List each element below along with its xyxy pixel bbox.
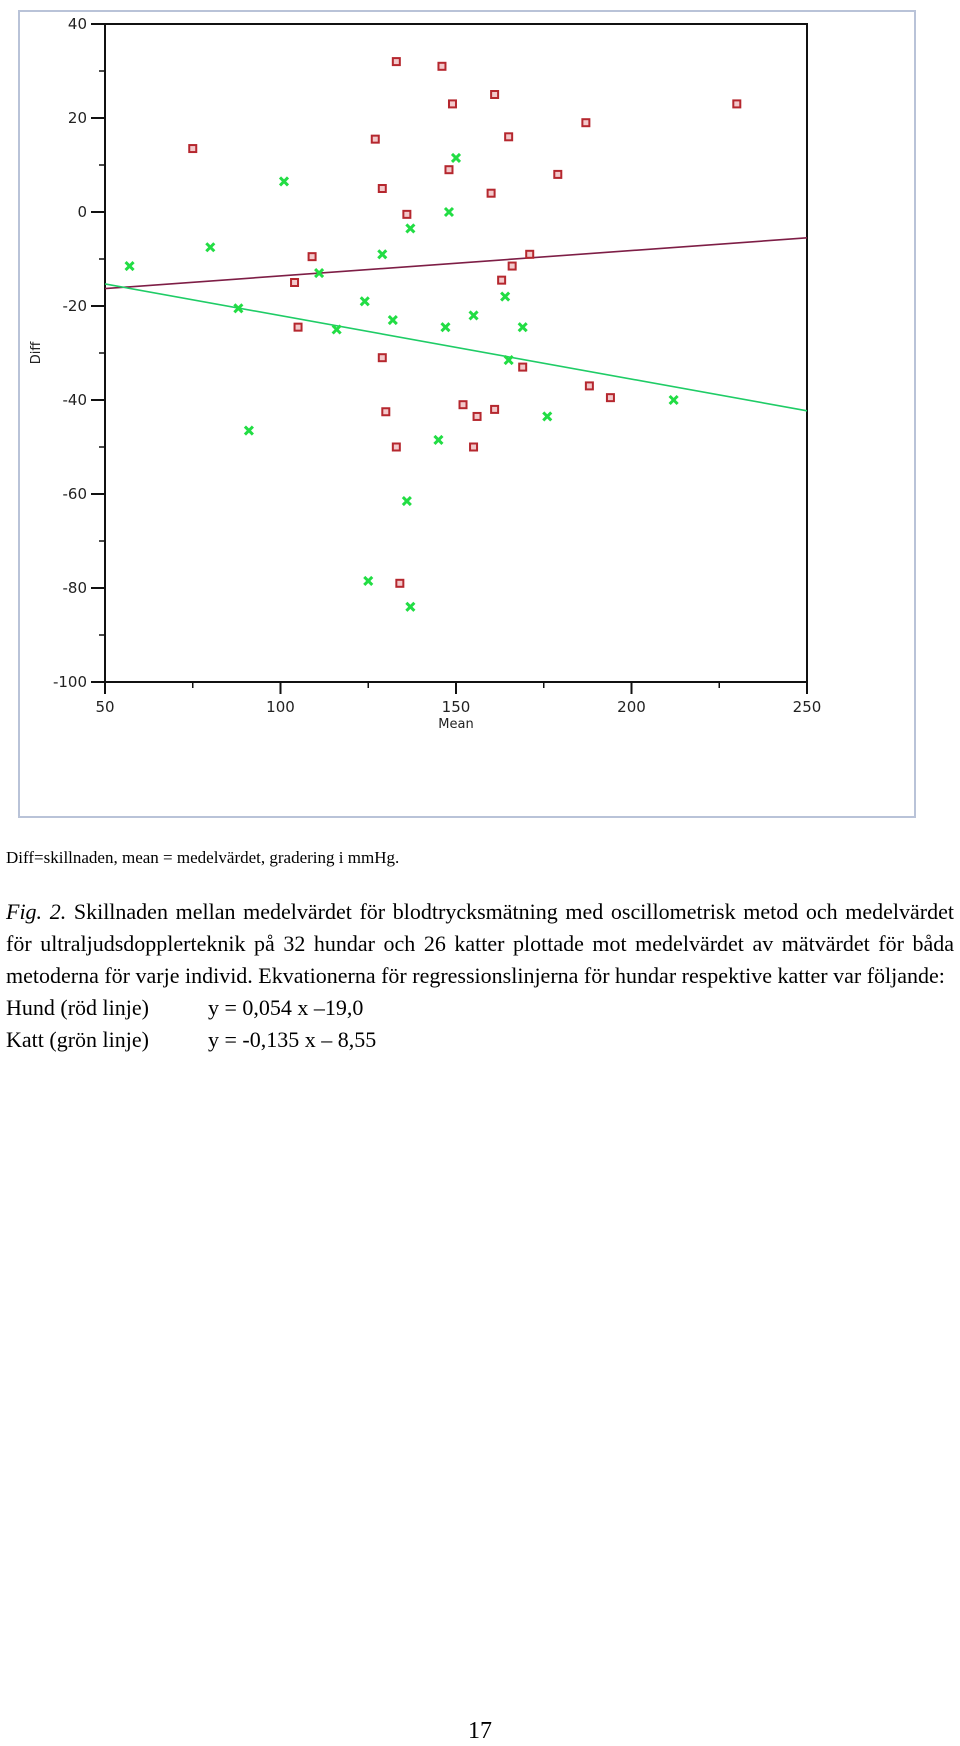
data-point-dog — [445, 166, 452, 173]
data-point-cat — [333, 326, 341, 334]
data-point-dog — [474, 413, 481, 420]
data-point-dog — [393, 444, 400, 451]
y-axis-title: Diff — [29, 341, 44, 365]
x-tick-label: 50 — [95, 698, 115, 716]
data-point-dog — [586, 382, 593, 389]
data-point-dog — [460, 401, 467, 408]
data-point-dog — [582, 119, 589, 126]
data-point-cat — [406, 603, 414, 611]
y-tick-label: -20 — [62, 297, 87, 315]
data-point-dog — [491, 406, 498, 413]
data-point-dog — [379, 354, 386, 361]
y-tick-label: -80 — [62, 579, 87, 597]
y-tick-label: 0 — [77, 203, 87, 221]
data-point-dog — [379, 185, 386, 192]
data-point-dog — [189, 145, 196, 152]
regression-line-cats — [105, 284, 807, 411]
data-point-cat — [470, 311, 478, 319]
x-tick-label: 100 — [266, 698, 295, 716]
x-tick-label: 150 — [441, 698, 471, 716]
data-point-dog — [509, 263, 516, 270]
equation-dog-name: Hund (röd linje) — [6, 995, 149, 1020]
data-point-cat — [434, 436, 442, 444]
equation-dog-formula: y = 0,054 x –19,0 — [208, 995, 364, 1020]
data-point-dog — [607, 394, 614, 401]
data-point-cat — [501, 293, 509, 301]
data-point-dog — [491, 91, 498, 98]
y-tick-label: -60 — [62, 485, 87, 503]
data-point-dog — [526, 251, 533, 258]
data-point-dog — [498, 277, 505, 284]
y-tick-label: 40 — [67, 15, 87, 33]
caption-text: Skillnaden mellan medelvärdet för blodtrycksmätning med oscillometrisk metod och medelvärdet för ultraljudsdopplerteknik på 32 hundar och 26 katter plottade mot medelvärdet av mätvärdet för båda metoderna för varje individ. Ekvationerna för regressionslinjerna för hundar respektive katter var följande: — [6, 899, 954, 988]
data-point-dog — [382, 408, 389, 415]
data-point-dog — [505, 133, 512, 140]
data-point-dog — [291, 279, 298, 286]
y-tick-label: -100 — [52, 673, 87, 691]
data-point-dog — [295, 324, 302, 331]
data-point-cat — [441, 323, 449, 331]
caption-paragraph — [6, 896, 954, 992]
page-number: 17 — [468, 1718, 492, 1744]
equation-dog — [6, 992, 954, 1024]
equation-cat-name: Katt (grön linje) — [6, 1027, 149, 1052]
data-point-cat — [361, 297, 369, 305]
data-point-cat — [452, 154, 460, 162]
data-point-dog — [438, 63, 445, 70]
data-point-dog — [396, 580, 403, 587]
x-tick-label: 250 — [792, 698, 822, 716]
data-point-cat — [403, 497, 411, 505]
data-point-dog — [488, 190, 495, 197]
figure-label: Fig. 2. — [6, 899, 67, 924]
data-point-cat — [519, 323, 527, 331]
plot-area-border — [105, 24, 807, 682]
data-point-cat — [280, 177, 288, 185]
data-point-dog — [470, 444, 477, 451]
x-axis-title: Mean — [438, 717, 474, 732]
data-point-cat — [126, 262, 134, 270]
figure-frame — [18, 10, 916, 818]
data-point-cat — [389, 316, 397, 324]
x-tick-label: 200 — [617, 698, 646, 716]
y-tick-label: 20 — [67, 109, 87, 127]
data-point-dog — [372, 136, 379, 143]
data-point-dog — [554, 171, 561, 178]
figure-caption — [6, 896, 954, 1056]
y-tick-label: -40 — [62, 391, 87, 409]
data-point-cat — [406, 224, 414, 232]
data-point-cat — [206, 243, 214, 251]
equation-cat — [6, 1024, 954, 1056]
data-point-cat — [378, 250, 386, 258]
data-point-cat — [245, 427, 253, 435]
data-point-cat — [364, 577, 372, 585]
axis-note: Diff=skillnaden, mean = medelvärdet, gradering i mmHg. — [6, 848, 400, 867]
data-point-dog — [449, 100, 456, 107]
data-point-dog — [733, 100, 740, 107]
scatter-plot — [20, 12, 918, 820]
data-point-dog — [309, 253, 316, 260]
data-point-cat — [543, 412, 551, 420]
data-point-dog — [393, 58, 400, 65]
equation-cat-formula: y = -0,135 x – 8,55 — [208, 1027, 377, 1052]
data-point-cat — [670, 396, 678, 404]
data-point-dog — [403, 211, 410, 218]
data-point-cat — [445, 208, 453, 216]
data-point-dog — [519, 364, 526, 371]
